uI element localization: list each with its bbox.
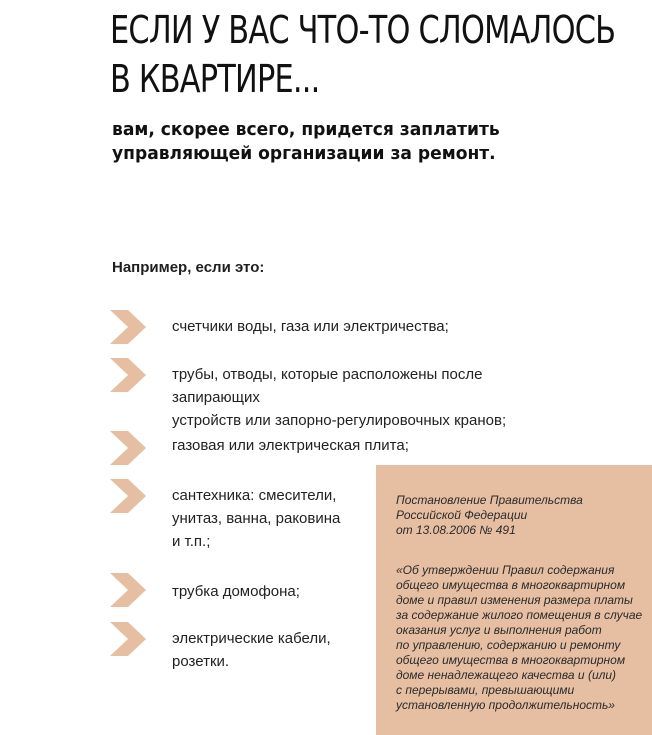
subheadline: вам, скорее всего, придется заплатить управляющей организации за ремонт. [112, 119, 500, 164]
page-title-line-2: В КВАРТИРЕ... [110, 57, 320, 101]
page-title-line-1: ЕСЛИ У ВАС ЧТО-ТО СЛОМАЛОСЬ [110, 8, 616, 52]
list-item-text: счетчики воды, газа или электричества; [172, 318, 449, 335]
list-item-text: трубка домофона; [172, 583, 300, 600]
chevron-right-icon [108, 429, 148, 467]
list-item-text: газовая или электрическая плита; [172, 437, 409, 454]
chevron-right-icon [108, 620, 148, 658]
legal-note-box [376, 465, 652, 735]
chevron-right-icon [108, 571, 148, 609]
chevron-right-icon [108, 477, 148, 515]
list-item-text: электрические кабели, розетки. [172, 630, 331, 670]
list-item-text: трубы, отводы, которые расположены после запирающих устройств или запорно-регулировочных кранов; [172, 366, 507, 429]
list-item-text: сантехника: смесители, унитаз, ванна, раковина и т.п.; [172, 487, 341, 550]
page-title [110, 6, 615, 104]
chevron-right-icon [108, 356, 148, 394]
legal-note-title: Постановление Правительства Российской Федерации от 13.08.2006 № 491 [396, 493, 583, 537]
legal-note-body: «Об утверждении Правил содержания общего имущества в многоквартирном доме и правил изменения размера платы за содержание жилого помещения в случае оказания услуг и выполнения работ по управлению, содержанию и ремонту общего имущества в многоквартирном доме ненадлежащего качества и (или) с перерывами, превышающими установленную продолжительность» [396, 563, 643, 712]
intro-text: Например, если это: [112, 259, 265, 276]
chevron-right-icon [108, 308, 148, 346]
